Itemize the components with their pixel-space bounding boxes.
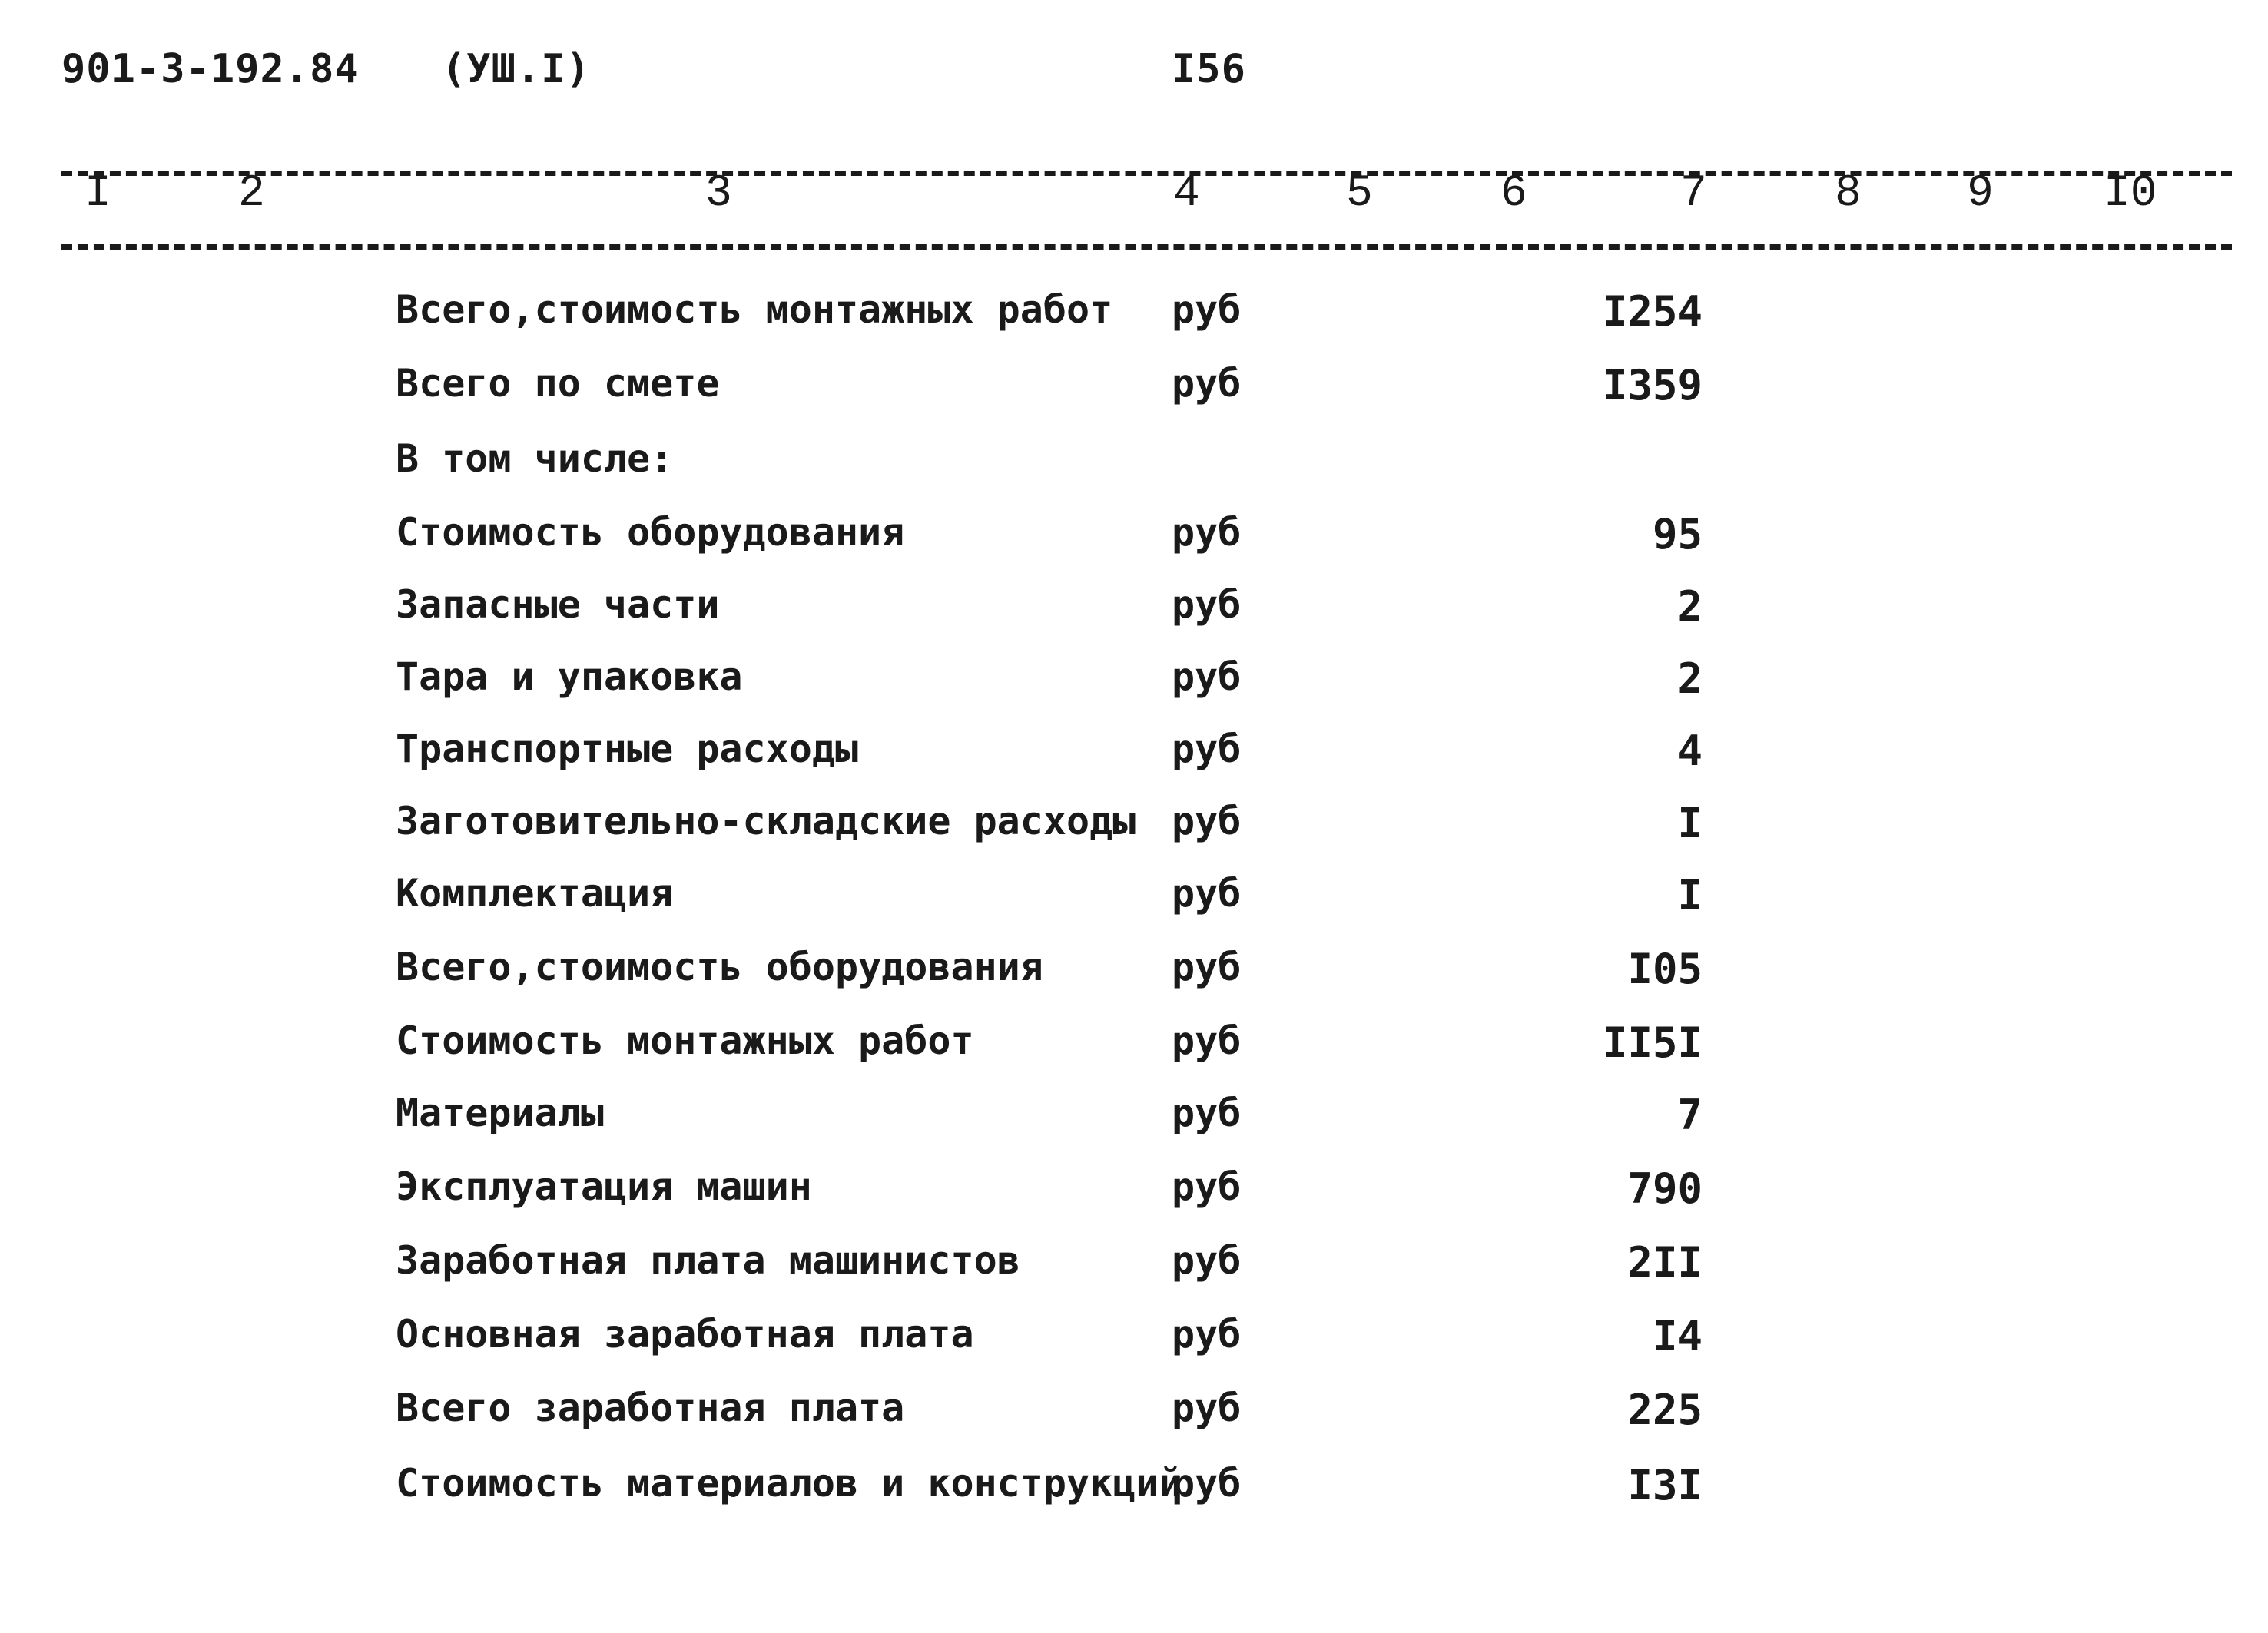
row-unit: руб	[1172, 654, 1242, 699]
row-description: В том числе:	[396, 436, 674, 481]
table-row	[0, 727, 2268, 800]
row-description: Материалы	[396, 1091, 604, 1135]
row-description: Всего по смете	[396, 361, 720, 406]
row-value: 2	[1677, 582, 1703, 631]
row-value: I	[1677, 799, 1703, 847]
row-unit: руб	[1172, 361, 1242, 406]
row-value: 2II	[1627, 1238, 1703, 1287]
row-description: Всего,стоимость монтажных работ	[396, 287, 1113, 332]
row-unit: руб	[1172, 871, 1242, 916]
row-description: Заработная плата машинистов	[396, 1238, 1020, 1283]
row-description: Тара и упаковка	[396, 654, 743, 699]
row-description: Транспортные расходы	[396, 727, 859, 771]
table-row	[0, 582, 2268, 656]
column-number: 7	[1680, 169, 1707, 219]
row-description: Комплектация	[396, 871, 674, 916]
table-row	[0, 799, 2268, 873]
row-value: 95	[1652, 510, 1703, 558]
column-number: 8	[1835, 169, 1862, 219]
table-row	[0, 1164, 2268, 1238]
table-row	[0, 1312, 2268, 1386]
row-description: Заготовительно-складские расходы	[396, 799, 1136, 843]
row-description: Всего заработная плата	[396, 1386, 905, 1430]
row-unit: руб	[1172, 1091, 1242, 1135]
row-unit: руб	[1172, 582, 1242, 627]
table-row	[0, 1091, 2268, 1164]
row-value: 790	[1627, 1164, 1703, 1213]
row-description: Всего,стоимость оборудования	[396, 945, 1043, 989]
row-description: Стоимость монтажных работ	[396, 1019, 974, 1063]
row-value: I359	[1602, 361, 1703, 409]
row-value: I05	[1627, 945, 1703, 993]
section-label: (УШ.I)	[442, 46, 591, 92]
row-description: Стоимость оборудования	[396, 510, 905, 555]
column-number: 5	[1346, 169, 1373, 219]
header-rule-bottom	[61, 244, 2232, 250]
row-description: Стоимость материалов и конструкций	[396, 1461, 1182, 1505]
column-number: 9	[1967, 169, 1994, 219]
header-rule-top	[61, 171, 2232, 176]
row-unit: руб	[1172, 1312, 1242, 1356]
row-value: I4	[1652, 1312, 1703, 1360]
table-row	[0, 361, 2268, 435]
row-value: I254	[1602, 287, 1703, 336]
row-unit: руб	[1172, 1386, 1242, 1430]
row-value: 225	[1627, 1386, 1703, 1434]
row-unit: руб	[1172, 510, 1242, 555]
table-row	[0, 436, 2268, 510]
column-number: 3	[705, 169, 732, 219]
row-unit: руб	[1172, 287, 1242, 332]
table-row	[0, 510, 2268, 584]
table-row	[0, 1019, 2268, 1092]
row-description: Запасные части	[396, 582, 720, 627]
column-number: I	[85, 169, 111, 219]
row-description: Основная заработная плата	[396, 1312, 974, 1356]
column-number: I0	[2104, 169, 2157, 219]
row-unit: руб	[1172, 1461, 1242, 1505]
table-row	[0, 945, 2268, 1019]
row-value: 4	[1677, 727, 1703, 775]
row-description: Эксплуатация машин	[396, 1164, 812, 1209]
row-unit: руб	[1172, 1019, 1242, 1063]
row-value: I3I	[1627, 1461, 1703, 1509]
table-row	[0, 287, 2268, 361]
document-code: 901-3-192.84	[61, 46, 360, 92]
row-unit: руб	[1172, 1238, 1242, 1283]
column-number: 2	[238, 169, 265, 219]
table-row	[0, 871, 2268, 945]
row-value: II5I	[1602, 1019, 1703, 1067]
row-unit: руб	[1172, 727, 1242, 771]
table-row	[0, 654, 2268, 728]
row-unit: руб	[1172, 945, 1242, 989]
row-value: I	[1677, 871, 1703, 919]
row-value: 2	[1677, 654, 1703, 703]
page-number: I56	[1172, 46, 1246, 92]
row-unit: руб	[1172, 799, 1242, 843]
row-value: 7	[1677, 1091, 1703, 1139]
column-number: 6	[1500, 169, 1527, 219]
table-row	[0, 1238, 2268, 1312]
table-row	[0, 1386, 2268, 1459]
table-row	[0, 1461, 2268, 1535]
column-number: 4	[1173, 169, 1200, 219]
row-unit: руб	[1172, 1164, 1242, 1209]
